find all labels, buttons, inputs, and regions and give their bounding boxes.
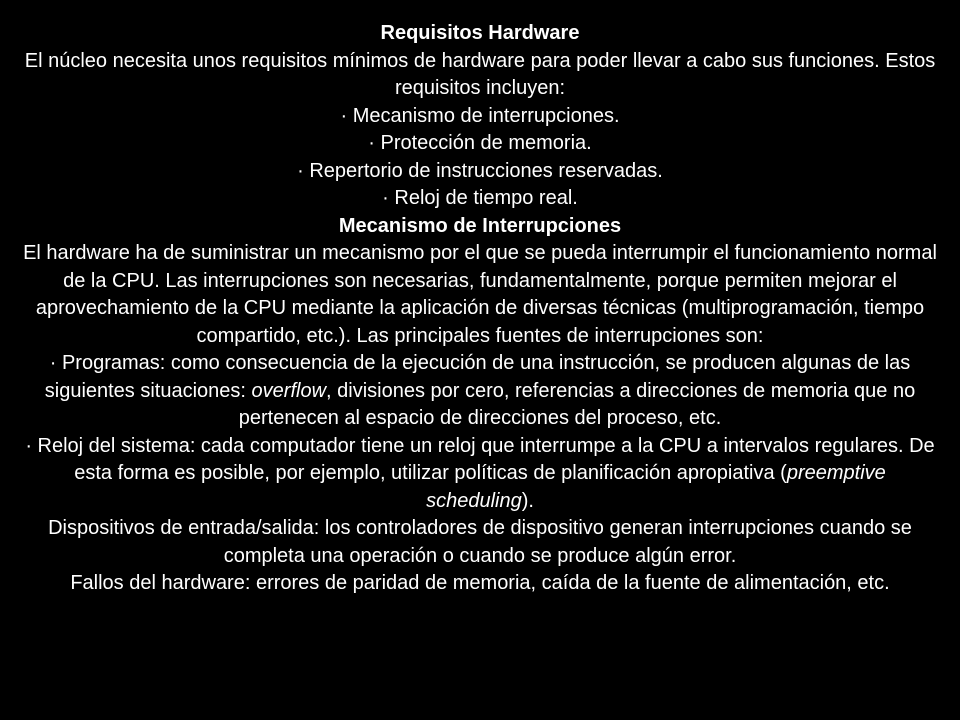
programas-text-end: , divisiones por cero, referencias a direcciones de memoria que no pertenecen al espacio de direcciones del proceso, etc. xyxy=(238,379,916,429)
list-item-reloj-sistema xyxy=(22,433,938,516)
list-item-instrucciones: · Repertorio de instrucciones reservadas. xyxy=(297,159,663,182)
list-item-proteccion: · Protección de memoria. xyxy=(368,132,592,154)
list-item-programas xyxy=(22,350,938,433)
list-item-dispositivos: Dispositivos de entrada/salida: los controladores de dispositivo generan interrupciones cuando se completa una operación o cuando se produce algún error. xyxy=(48,517,912,567)
section-title-requisitos: Requisitos Hardware xyxy=(380,22,580,44)
overflow-term: overflow xyxy=(251,379,327,402)
reloj-text-end: ). xyxy=(521,489,534,512)
list-item-reloj: · Reloj de tiempo real. xyxy=(382,187,578,209)
intro-paragraph: El núcleo necesita unos requisitos mínimos de hardware para poder llevar a cabo sus funciones. Estos requisitos incluyen: xyxy=(24,49,936,99)
list-item-interrupciones: · Mecanismo de interrupciones. xyxy=(340,104,620,127)
list-item-fallos: Fallos del hardware: errores de paridad de memoria, caída de la fuente de alimentación, etc. xyxy=(70,572,890,594)
section-title-mecanismo: Mecanismo de Interrupciones xyxy=(338,214,622,237)
preemptive-term: preemptive scheduling xyxy=(426,462,886,512)
reloj-text: · Reloj del sistema: cada computador tiene un reloj que interrumpe a la CPU a intervalos regulares. De esta forma es posible, por ejemplo, utilizar políticas de planificación apropiativa ( xyxy=(25,434,935,484)
programas-text: · Programas: como consecuencia de la ejecución de una instrucción, se producen algunas de las siguientes situaciones: xyxy=(44,352,911,402)
mecanismo-paragraph: El hardware ha de suministrar un mecanismo por el que se pueda interrumpir el funcionamiento normal de la CPU. Las interrupciones son necesarias, fundamentalmente, porque permiten mejorar el aprovechamiento de la CPU mediante la aplicación de diversas técnicas (multiprogramación, tiempo compartido, etc.). Las principales fuentes de interrupciones son: xyxy=(23,242,937,347)
